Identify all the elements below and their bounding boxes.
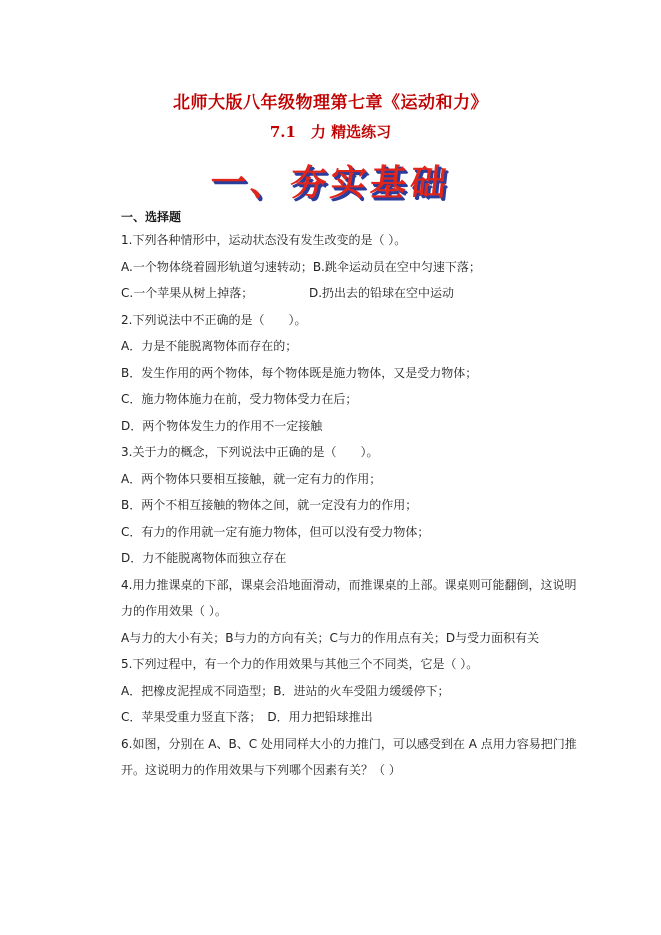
q2-option-b: B．发生作用的两个物体，每个物体既是施力物体，又是受力物体； <box>121 365 478 380</box>
q1-options-ab: A.一个物体绕着圆形轨道匀速转动；B.跳伞运动员在空中匀速下落； <box>121 259 481 274</box>
q1-option-d: D.扔出去的铅球在空中运动 <box>309 286 455 300</box>
q2-option-d: D．两个物体发生力的作用不一定接触 <box>121 418 323 433</box>
q6-stem-line2: 开。这说明力的作用效果与下列哪个因素有关？（ ） <box>121 763 401 777</box>
q4-stem-line1: 4.用力推课桌的下部，课桌会沿地面滑动，而推课桌的上部。课桌则可能翻倒，这说明 <box>121 577 577 592</box>
document-title: 北师大版八年级物理第七章《运动和力》 <box>173 93 488 113</box>
q1-options-cd <box>121 280 561 307</box>
q4-options: A与力的大小有关；B与力的方向有关；C与力的作用点有关；D与受力面积有关 <box>121 630 540 645</box>
q5-stem: 5.下列过程中，有一个力的作用效果与其他三个不同类，它是（ ）。 <box>121 657 479 671</box>
document-subtitle: 7.1 力 精选练习 <box>269 123 392 141</box>
q3-option-c: C．有力的作用就一定有施力物体，但可以没有受力物体； <box>121 524 430 539</box>
q1-stem: 1.下列各种情形中，运动状态没有发生改变的是（ ）。 <box>121 233 407 247</box>
q5-options-ab: A．把橡皮泥捏成不同造型；B．进站的火车受阻力缓缓停下； <box>121 683 450 698</box>
section-heading: 一、选择题 <box>121 210 182 224</box>
q3-option-a: A．两个物体只要相互接触，就一定有力的作用； <box>121 471 382 486</box>
q3-option-b: B．两个不相互接触的物体之间，就一定没有力的作用； <box>121 498 418 512</box>
question-list <box>121 227 577 784</box>
q4-stem-line2: 力的作用效果（ ）。 <box>121 604 227 618</box>
q2-option-c: C．施力物体施力在前，受力物体受力在后； <box>121 392 358 406</box>
q3-stem: 3.关于力的概念，下列说法中正确的是（ ）。 <box>121 445 379 459</box>
section-banner: 一、夯实基础 <box>208 163 453 204</box>
q1-option-c: C.一个苹果从树上掉落； <box>121 286 254 300</box>
q2-stem: 2.下列说法中不正确的是（ ）。 <box>121 312 307 327</box>
q3-option-d: D．力不能脱离物体而独立存在 <box>121 551 287 565</box>
q6-stem-line1: 6.如图，分别在 A、B、C 处用同样大小的力推门，可以感受到在 A 点用力容易把门推 <box>121 736 577 751</box>
q5-options-cd: C．苹果受重力竖直下落； D．用力把铅球推出 <box>121 710 373 724</box>
q2-option-a: A．力是不能脱离物体而存在的； <box>121 339 298 353</box>
